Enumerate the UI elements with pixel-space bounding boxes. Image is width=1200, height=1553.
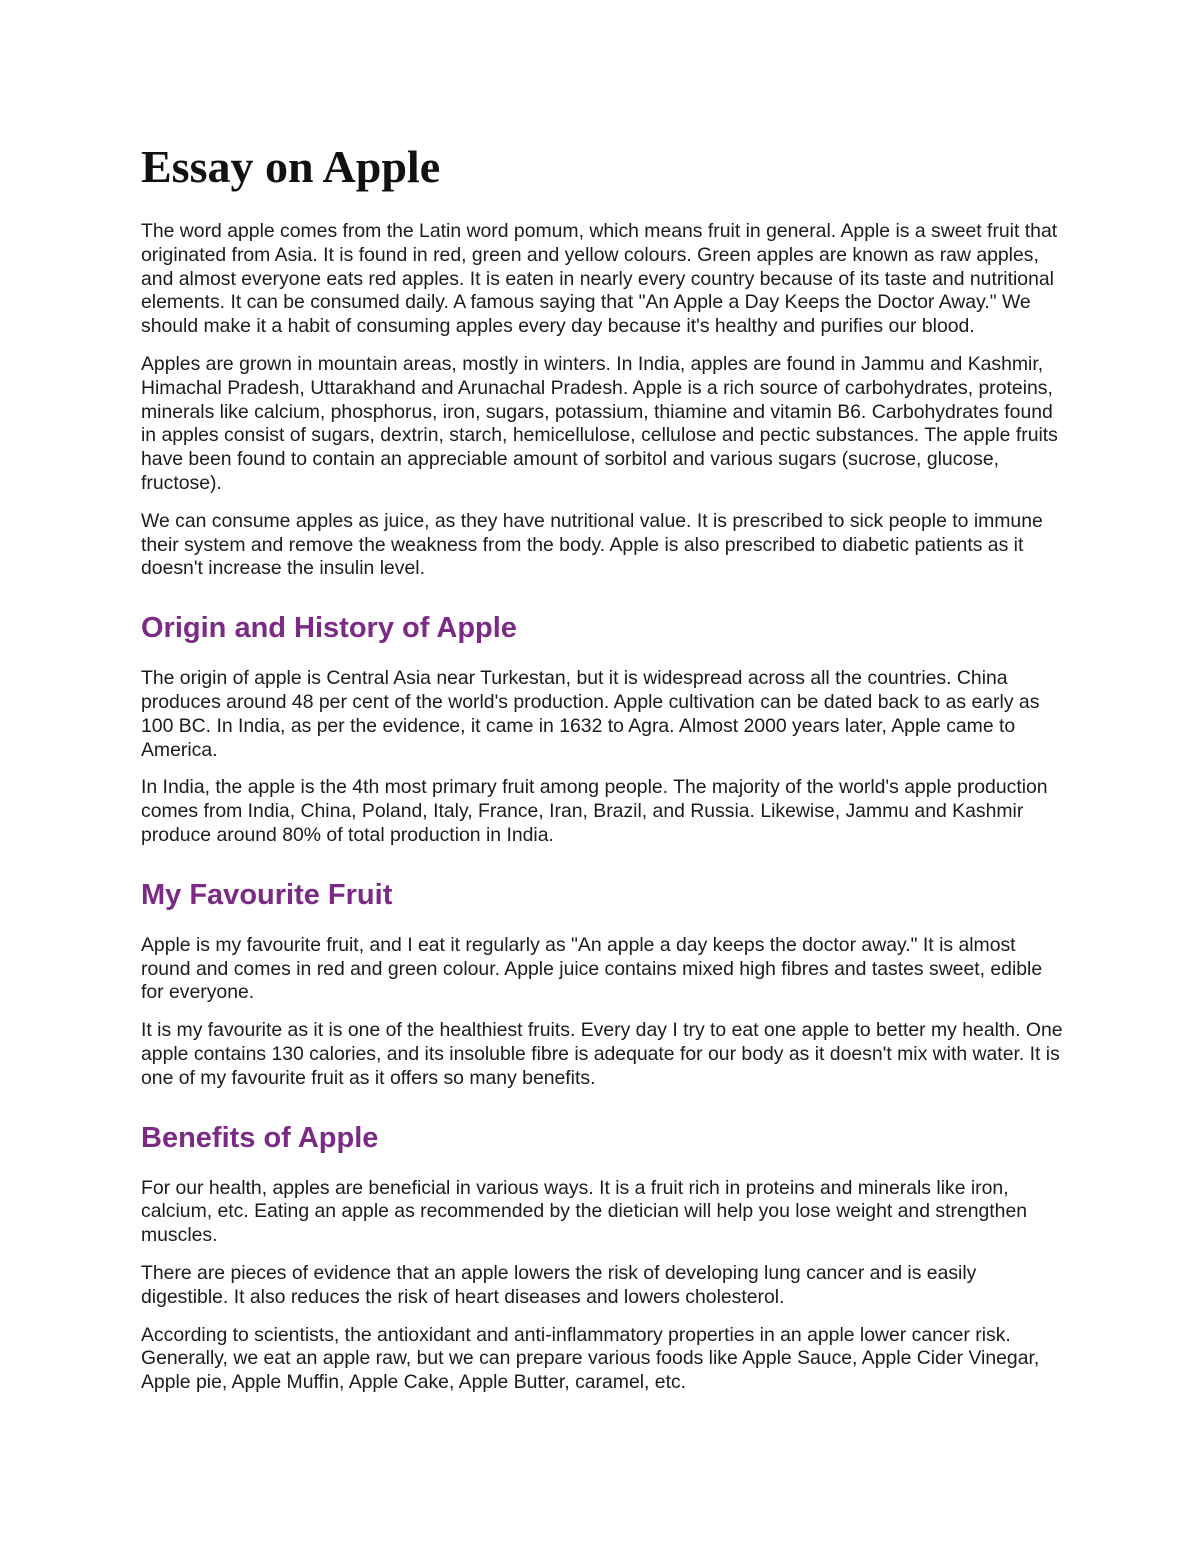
paragraph: The origin of apple is Central Asia near Turkestan, but it is widespread across all the countries. China produces around 48 per cent of the world's production. Apple cultivation can be dated back to as early as 100 BC. In India, as per the evidence, it came in 1632 to Agra. Almost 2000 years later, Apple came to America.	[141, 667, 1040, 761]
origin-history-section	[141, 611, 1066, 848]
favourite-fruit-section	[141, 878, 1066, 1091]
paragraph: There are pieces of evidence that an apple lowers the risk of developing lung cancer and is easily digestible. It also reduces the risk of heart diseases and lowers cholesterol.	[141, 1261, 977, 1308]
paragraph: Apple is my favourite fruit, and I eat it regularly as "An apple a day keeps the doctor away." It is almost round and comes in red and green colour. Apple juice contains mixed high fibres and tastes sweet, edible for everyone.	[141, 933, 1043, 1004]
document-page	[141, 140, 1066, 1409]
paragraph: It is my favourite as it is one of the healthiest fruits. Every day I try to eat one apple to better my health. One apple contains 130 calories, and its insoluble fibre is adequate for our body as it doesn't mix with water. It is one of my favourite fruit as it offers so many benefits.	[141, 1019, 1063, 1089]
paragraph: In India, the apple is the 4th most primary fruit among people. The majority of the world's apple production comes from India, China, Poland, Italy, France, Iran, Brazil, and Russia. Likewise, Jammu and Kashmir produce around 80% of total production in India.	[141, 776, 1048, 846]
section-heading: My Favourite Fruit	[141, 878, 393, 911]
section-heading: Benefits of Apple	[141, 1121, 379, 1154]
paragraph: We can consume apples as juice, as they have nutritional value. It is prescribed to sick people to immune their system and remove the weakness from the body. Apple is also prescribed to diabetic patients as it doesn't increase the insulin level.	[141, 509, 1043, 580]
intro-section	[141, 220, 1066, 581]
paragraph: According to scientists, the antioxidant and anti-inflammatory properties in an apple lower cancer risk. Generally, we eat an apple raw, but we can prepare various foods like Apple Sauce, Apple Cider Vinegar, Apple pie, Apple Muffin, Apple Cake, Apple Butter, caramel, etc.	[141, 1323, 1040, 1394]
paragraph: For our health, apples are beneficial in various ways. It is a fruit rich in proteins and minerals like iron, calcium, etc. Eating an apple as recommended by the dietician will help you lose weight and strengthen muscles.	[141, 1176, 1028, 1247]
document-title: Essay on Apple	[141, 141, 441, 192]
benefits-section	[141, 1121, 1066, 1395]
section-heading: Origin and History of Apple	[141, 612, 517, 645]
paragraph: Apples are grown in mountain areas, mostly in winters. In India, apples are found in Jammu and Kashmir, Himachal Pradesh, Uttarakhand and Arunachal Pradesh. Apple is a rich source of carbohydrates, proteins, minerals like calcium, phosphorus, iron, sugars, potassium, thiamine and vitamin B6. Carbohydrates found in apples consist of sugars, dextrin, starch, hemicellulose, cellulose and pectic substances. The apple fruits have been found to contain an appreciable amount of sorbitol and various sugars (sucrose, glucose, fructose).	[141, 352, 1058, 494]
paragraph: The word apple comes from the Latin word pomum, which means fruit in general. Apple is a sweet fruit that originated from Asia. It is found in red, green and yellow colours. Green apples are known as raw apples, and almost everyone eats red apples. It is eaten in nearly every country because of its taste and nutritional elements. It can be consumed daily. A famous saying that "An Apple a Day Keeps the Doctor Away." We should make it a habit of consuming apples every day because it's healthy and purifies our blood.	[141, 220, 1058, 338]
